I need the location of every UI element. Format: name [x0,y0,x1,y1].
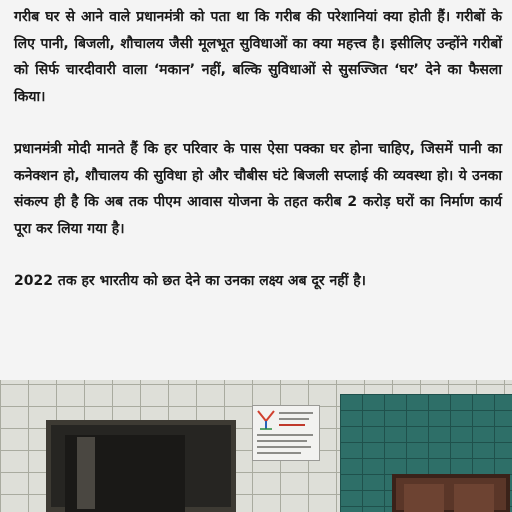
house-photo [0,380,512,512]
article-body [14,4,502,295]
door-panel [77,437,95,509]
paragraph-1: गरीब घर से आने वाले प्रधानमंत्री को पता था कि गरीब की परेशानियां क्या होती हैं। गरीबों के लिए पानी, बिजली, शौचालय जैसी मूलभूत सुविधाओं का क्या महत्त्व है। इसीलिए उन्होंने गरीबों को सिर्फ चारदीवारी वाला ‘मकान’ नहीं, बल्कि सुविधाओं से सुसज्जित ‘घर’ देने का फैसला किया। [14,9,502,105]
scheme-plaque [252,405,320,461]
plaque-text-line [257,434,313,436]
plaque-text-line [257,440,307,442]
paragraph-3: 2022 तक हर भारतीय को छत देने का उनका लक्ष्य अब दूर नहीं है। [14,273,366,289]
plaque-text-line [279,412,313,414]
doorway [46,420,236,512]
plaque-text-line [279,424,305,426]
plaque-text-line [279,418,309,420]
plaque-text-line [257,446,311,448]
wooden-window [392,474,510,512]
paragraph-2: प्रधानमंत्री मोदी मानते हैं कि हर परिवार के पास ऐसा पक्का घर होना चाहिए, जिसमें पानी का कनेक्शन हो, शौचालय की सुविधा हो और चौबीस घंटे बिजली सप्लाई की व्यवस्था हो। ये उनका संकल्प ही है कि अब तक पीएम आवास योजना के तहत करीब 2 करोड़ घरों का निर्माण कार्य पूरा कर लिया गया है। [14,141,502,237]
plaque-text-line [257,452,301,454]
pmay-logo-icon [256,409,276,431]
